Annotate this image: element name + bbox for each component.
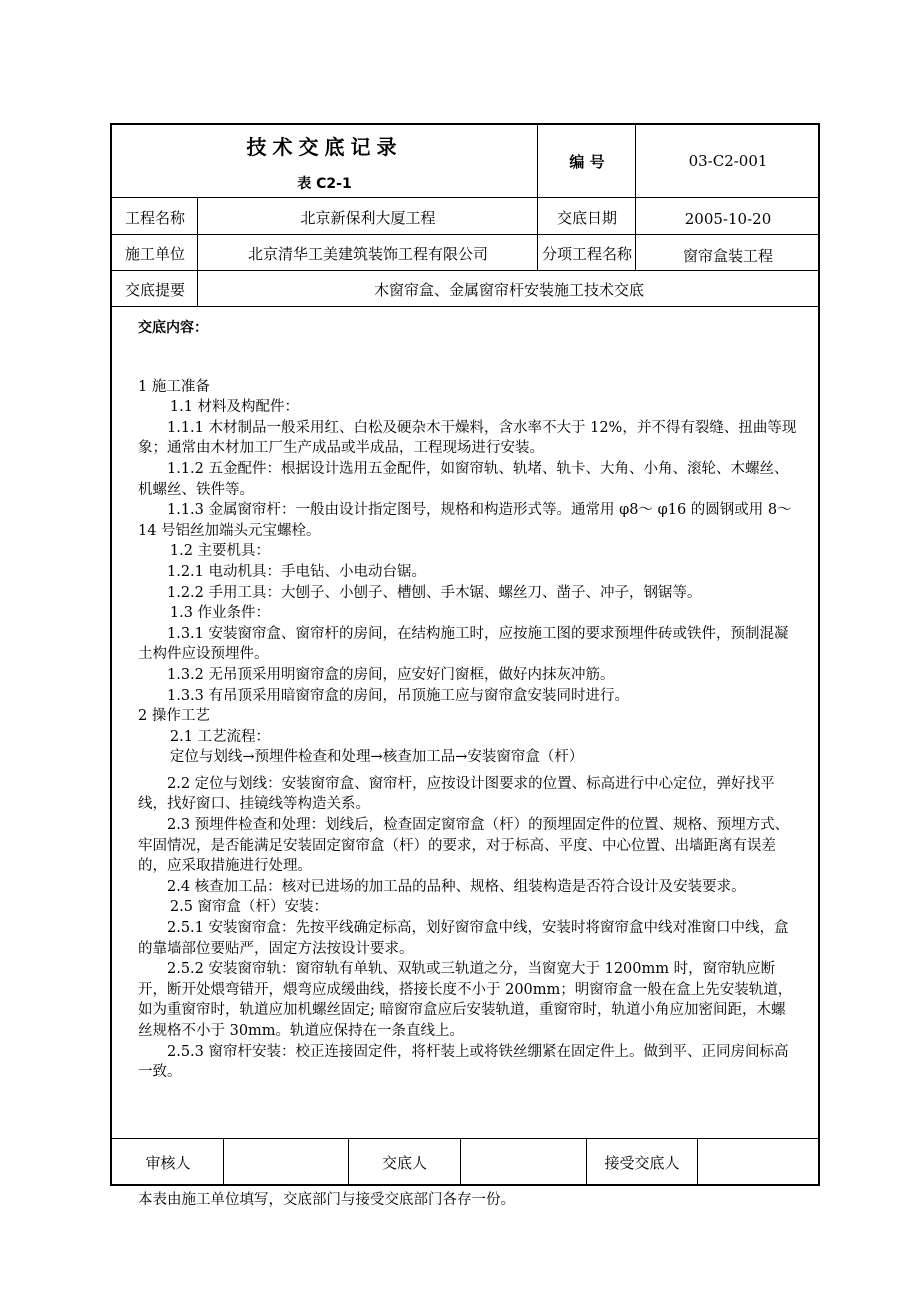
form-number: 表 C2-1 bbox=[297, 176, 352, 192]
unit-value: 北京清华工美建筑装饰工程有限公司 bbox=[247, 244, 488, 263]
divider bbox=[537, 125, 538, 271]
divider bbox=[635, 125, 636, 271]
section-heading: 2 操作工艺 bbox=[138, 708, 210, 725]
paragraph: 2.5.3 窗帘杆安装：校正连接固定件，将杆装上或将铁丝绷紧在固定件上。做到平、正同房间标高一致。 bbox=[138, 1043, 789, 1081]
paragraph: 2.3 预埋件检查和处理：划线后，检查固定窗帘盒（杆）的预埋固定件的位置、规格、预埋方式、牢固情况，是否能满足安装固定窗帘盒（杆）的要求，对于标高、平度、中心位置、出墙距离有误差的，应采取措施进行处理。 bbox=[138, 817, 790, 875]
date-label: 交底日期 bbox=[556, 208, 617, 227]
divider bbox=[197, 197, 198, 307]
number-label: 编 号 bbox=[569, 152, 605, 171]
project-label: 工程名称 bbox=[124, 208, 185, 227]
paragraph: 1.2.1 电动机具：手电钻、小电动台锯。 bbox=[167, 563, 427, 580]
process-flow: 定位与划线→预埋件检查和处理→核查加工品→安装窗帘盒（杆） bbox=[169, 749, 584, 766]
content-heading: 交底内容： bbox=[138, 320, 208, 336]
receiver-signature-field bbox=[698, 1139, 820, 1186]
paragraph: 2.4 核查加工品：核对已进场的加工品的品种、规格、组装构造是否符合设计及安装要求。 bbox=[167, 878, 746, 895]
paragraph: 2.5.1 安装窗帘盒：先按平线确定标高，划好窗帘盒中线，安装时将窗帘盒中线对准窗口中线，盒的靠墙部位要贴严，固定方法按设计要求。 bbox=[138, 920, 789, 957]
subitem-value: 窗帘盒装工程 bbox=[682, 246, 773, 265]
subsection-heading: 1.1 材料及构配件： bbox=[169, 399, 300, 416]
subsection-heading: 1.2 主要机具： bbox=[169, 543, 271, 560]
footer-note: 本表由施工单位填写，交底部门与接受交底部门各存一份。 bbox=[138, 1192, 515, 1208]
subsection-heading: 1.3 作业条件： bbox=[169, 605, 271, 622]
reviewer-label: 审核人 bbox=[145, 1154, 191, 1172]
disclosure-content bbox=[138, 318, 798, 1083]
discloser-signature-field bbox=[461, 1139, 586, 1186]
paragraph: 1.1.3 金属窗帘杆：一般由设计指定图号，规格和构造形式等。通常用 φ8～ φ16 的圆钢或用 8～14 号铝丝加端头元宝螺栓。 bbox=[138, 502, 792, 539]
form-title: 技术交底记录 bbox=[246, 135, 403, 159]
receiver-label: 接受交底人 bbox=[604, 1154, 680, 1172]
subsection-heading: 2.1 工艺流程： bbox=[169, 728, 271, 745]
paragraph: 2.2 定位与划线：安装窗帘盒、窗帘杆，应按设计图要求的位置、标高进行中心定位，弹好找平线，找好窗口、挂镜线等构造关系。 bbox=[138, 775, 775, 813]
summary-value: 木窗帘盒、金属窗帘杆安装施工技术交底 bbox=[373, 280, 644, 299]
divider bbox=[112, 270, 820, 271]
paragraph: 1.3.2 无吊顶采用明窗帘盒的房间，应安好门窗框，做好内抹灰冲筋。 bbox=[167, 666, 615, 683]
number-value: 03-C2-001 bbox=[688, 152, 768, 170]
reviewer-signature-field bbox=[224, 1139, 349, 1186]
project-value: 北京新保利大厦工程 bbox=[300, 208, 436, 227]
summary-label: 交底提要 bbox=[124, 280, 185, 299]
paragraph: 1.1.1 木材制品一般采用红、白松及硬杂木干燥料，含水率不大于 12%，并不得有裂缝、扭曲等现象；通常由木材加工厂生产成品或半成品，工程现场进行安装。 bbox=[138, 419, 797, 457]
subsection-heading: 2.5 窗帘盒（杆）安装： bbox=[169, 899, 329, 916]
subitem-label: 分项工程名称 bbox=[541, 244, 632, 263]
divider bbox=[112, 234, 820, 235]
paragraph: 1.3.3 有吊顶采用暗窗帘盒的房间，吊顶施工应与窗帘盒安装同时进行。 bbox=[167, 687, 630, 704]
date-value: 2005-10-20 bbox=[684, 210, 772, 228]
divider bbox=[112, 197, 820, 198]
paragraph: 1.1.2 五金配件：根据设计选用五金配件，如窗帘轨、轨堵、轨卡、大角、小角、滚轮、木螺丝、机螺丝、铁件等。 bbox=[138, 460, 789, 498]
divider bbox=[112, 306, 820, 307]
section-heading: 1 施工准备 bbox=[138, 378, 210, 395]
discloser-label: 交底人 bbox=[381, 1154, 427, 1172]
paragraph: 1.2.2 手用工具：大刨子、小刨子、槽刨、手木锯、螺丝刀、凿子、冲子，钢锯等。 bbox=[167, 584, 702, 601]
paragraph: 1.3.1 安装窗帘盒、窗帘杆的房间，在结构施工时，应按施工图的要求预埋件砖或铁件，预制混凝土构件应设预埋件。 bbox=[138, 625, 789, 663]
paragraph: 2.5.2 安装窗帘轨：窗帘轨有单轨、双轨或三轨道之分，当窗宽大于 1200mm 时，窗帘轨应断开，断开处煨弯错开，煨弯应成缓曲线，搭接长度不小于 200mm；明窗帘盒一般在盒上先安装轨道，如为重窗帘时，轨道应加机螺丝固定; 暗窗帘盒应后安装轨道，重窗帘时，轨道小角应加密间距，木螺丝规格不小于 30mm。轨道应保持在一条直线上。 bbox=[138, 961, 793, 1039]
unit-label: 施工单位 bbox=[124, 244, 185, 263]
